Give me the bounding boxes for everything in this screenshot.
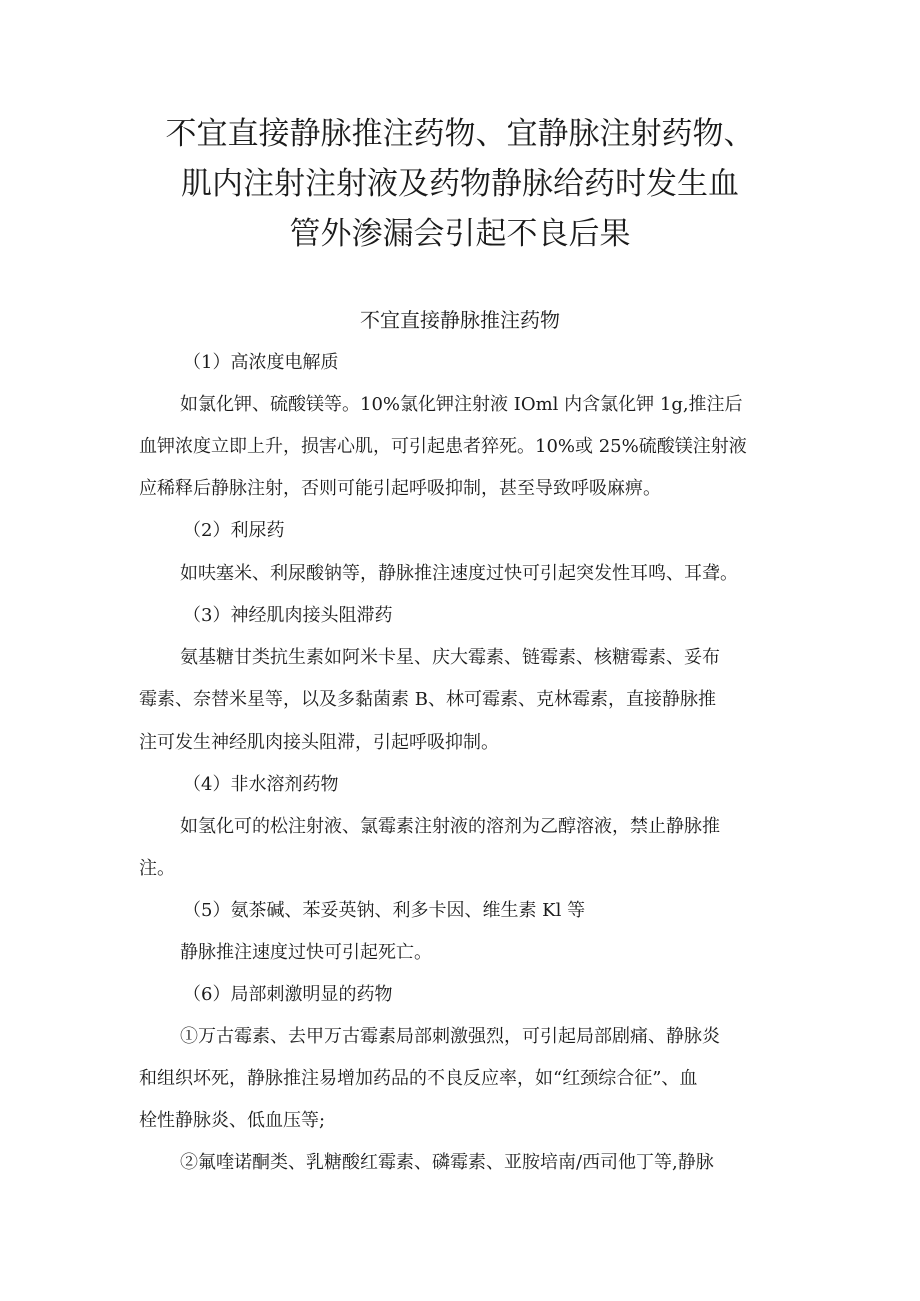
- paragraph-line: 和组织坏死，静脉推注易增加药品的不良反应率，如“红颈综合征”、血: [139, 1068, 698, 1089]
- paragraph-line: 注可发生神经肌肉接头阻滞，引起呼吸抑制。: [139, 732, 499, 753]
- document-title-line-1: 不宜直接静脉推注药物、宜静脉注射药物、: [165, 116, 755, 152]
- paragraph-line: 静脉推注速度过快可引起死亡。: [180, 942, 432, 963]
- paragraph-line: 霉素、奈替米星等，以及多黏菌素 B、林可霉素、克林霉素，直接静脉推: [139, 689, 716, 710]
- paragraph-line: ①万古霉素、去甲万古霉素局部刺激强烈，可引起局部剧痛、静脉炎: [180, 1026, 720, 1047]
- paragraph-line: 如氯化钾、硫酸镁等。10%氯化钾注射液 IOml 内含氯化钾 1g,推注后: [180, 394, 743, 415]
- paragraph-line: 如呋塞米、利尿酸钠等，静脉推注速度过快可引起突发性耳鸣、耳聋。: [180, 563, 738, 584]
- paragraph-line: 氨基糖甘类抗生素如阿米卡星、庆大霉素、链霉素、核糖霉素、妥布: [180, 647, 720, 668]
- paragraph-line: 血钾浓度立即上升，损害心肌，可引起患者猝死。10%或 25%硫酸镁注射液: [139, 436, 747, 457]
- paragraph-line: 注。: [139, 858, 175, 879]
- subheading-3: （3）神经肌肉接头阻滞药: [183, 605, 393, 626]
- section-title: 不宜直接静脉推注药物: [360, 308, 560, 332]
- paragraph-line: 栓性静脉炎、低血压等;: [139, 1110, 326, 1131]
- document-title-line-2: 肌内注射注射液及药物静脉给药时发生血: [181, 166, 739, 202]
- subheading-6: （6）局部刺激明显的药物: [183, 984, 393, 1005]
- paragraph-line: ②氟喹诺酮类、乳糖酸红霉素、磷霉素、亚胺培南/西司他丁等,静脉: [180, 1152, 714, 1173]
- subheading-5: （5）氨茶碱、苯妥英钠、利多卡因、维生素 Kl 等: [183, 900, 586, 921]
- paragraph-line: 如氢化可的松注射液、氯霉素注射液的溶剂为乙醇溶液，禁止静脉推: [180, 816, 720, 837]
- paragraph-line: 应稀释后静脉注射，否则可能引起呼吸抑制，甚至导致呼吸麻痹。: [139, 478, 661, 499]
- subheading-4: （4）非水溶剂药物: [183, 774, 339, 795]
- subheading-2: （2）利尿药: [183, 520, 285, 541]
- document-title-line-3: 管外渗漏会引起不良后果: [289, 216, 631, 252]
- subheading-1: （1）高浓度电解质: [183, 352, 339, 373]
